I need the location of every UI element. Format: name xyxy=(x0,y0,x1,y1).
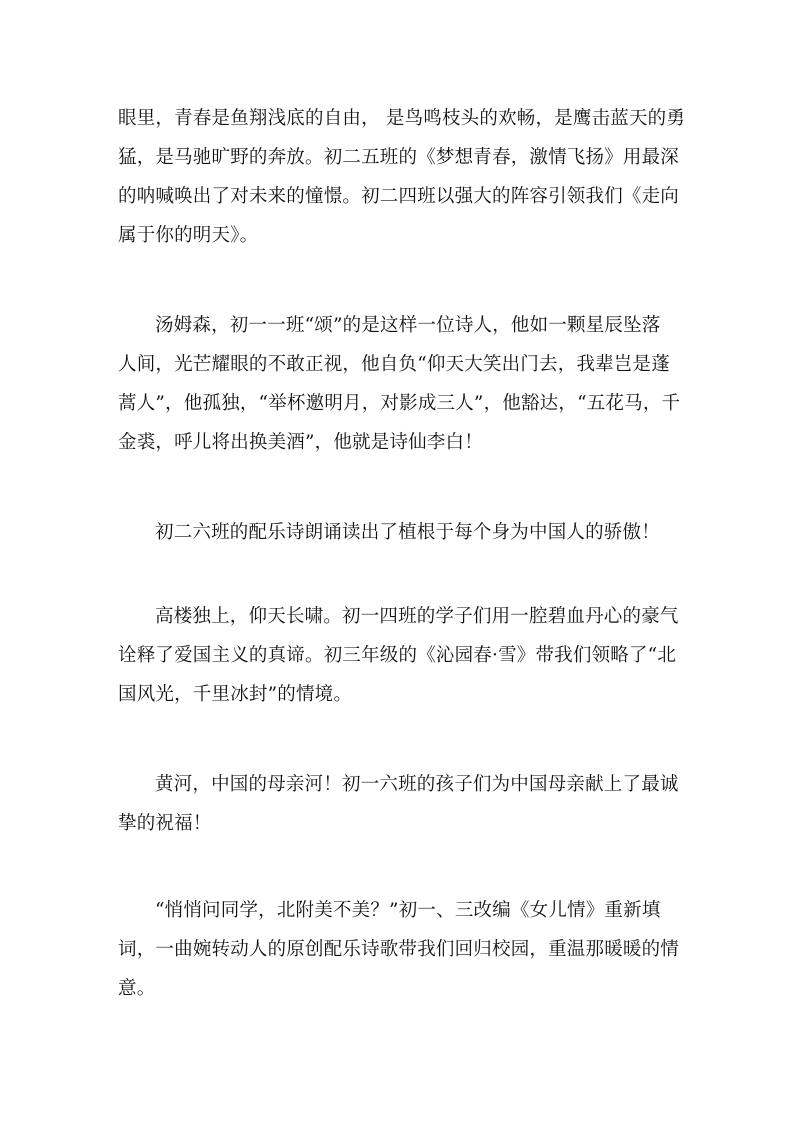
paragraph-patriotism xyxy=(118,597,678,714)
text-line: 眼里，青春是鱼翔浅底的自由， 是鸟鸣枝头的欢畅，是鹰击蓝天的勇 xyxy=(118,108,686,129)
text-line: 词，一曲婉转动人的原创配乐诗歌带我们回归校园，重温那暖暖的情 xyxy=(118,939,680,960)
text-line: 猛，是马驰旷野的奔放。初二五班的《梦想青春，激情飞扬》用最深 xyxy=(118,147,680,168)
text-line: 国风光，千里冰封”的情境。 xyxy=(118,684,353,705)
paragraph-campus xyxy=(118,891,678,1008)
text-line: 属于你的明天》。 xyxy=(118,225,259,246)
text-line: 蒿人”，他孤独，“举杯邀明月，对影成三人”，他豁达，“五花马，千 xyxy=(118,393,681,414)
text-line: 初二六班的配乐诗朗诵读出了植根于每个身为中国人的骄傲！ xyxy=(155,522,660,543)
text-line: 的呐喊唤出了对未来的憧憬。初二四班以强大的阵容引领我们《走向 xyxy=(118,186,680,207)
text-line: 挚的祝福！ xyxy=(118,813,212,834)
text-line: 高楼独上，仰天长啸。初一四班的学子们用一腔碧血丹心的豪气 xyxy=(155,606,679,627)
paragraph-class-2-6 xyxy=(118,513,678,552)
paragraph-li-bai xyxy=(118,306,681,462)
text-line: 金裘，呼儿将出换美酒”，他就是诗仙李白！ xyxy=(118,432,483,453)
paragraph-yellow-river xyxy=(118,765,678,843)
text-line: 诠释了爱国主义的真谛。初三年级的《沁园春·雪》带我们领略了“北 xyxy=(118,645,677,666)
paragraph-youth xyxy=(118,99,686,255)
text-line: “悄悄问同学，北附美不美？”初一、三改编《女儿情》重新填 xyxy=(155,900,661,921)
text-line: 人间，光芒耀眼的不敢正视，他自负“仰天大笑出门去，我辈岂是蓬 xyxy=(118,354,670,375)
text-line: 黄河，中国的母亲河！初一六班的孩子们为中国母亲献上了最诚 xyxy=(155,774,679,795)
text-line: 意。 xyxy=(118,978,156,999)
text-line: 汤姆森，初一一班“颂”的是这样一位诗人，他如一颗星辰坠落 xyxy=(155,315,661,336)
